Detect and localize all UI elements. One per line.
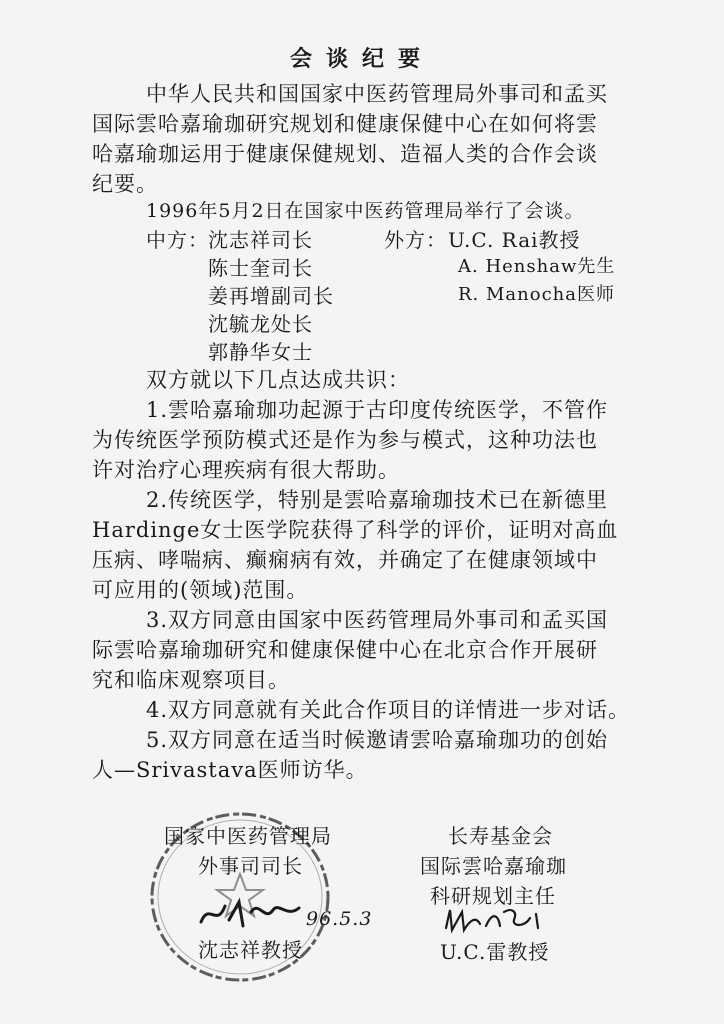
chinese-attendee: 沈毓龙处长	[208, 312, 313, 336]
point-line: 许对治疗心理疾病有很大帮助。	[92, 458, 400, 482]
foreign-attendee: U.C. Rai教授	[448, 228, 581, 252]
point-line: 人—Srivastava医师访华。	[92, 758, 368, 782]
right-signatory-org: 长寿基金会	[448, 824, 553, 848]
foreign-side-label: 外方：	[384, 228, 447, 252]
document-title: 会谈纪要	[289, 46, 434, 72]
point-line: 为传统医学预防模式还是作为参与模式，这种功法也	[92, 428, 598, 452]
foreign-attendee: R. Manocha医师	[458, 284, 615, 305]
intro-line: 中华人民共和国国家中医药管理局外事司和孟买	[146, 82, 608, 106]
point-line: 5.双方同意在适当时候邀请雲哈嘉瑜珈功的创始	[146, 728, 609, 752]
point-line: 4.双方同意就有关此合作项目的详情进一步对话。	[146, 698, 631, 722]
point-line: Hardinge女士医学院获得了科学的评价，证明对高血	[92, 518, 619, 542]
chinese-attendee: 郭静华女士	[208, 340, 313, 364]
left-signatory-org: 国家中医药管理局	[164, 824, 332, 848]
left-signatory-name: 沈志祥教授	[198, 938, 303, 962]
foreign-attendee: A. Henshaw先生	[458, 256, 616, 277]
chinese-side-label: 中方：	[146, 228, 209, 252]
intro-line: 哈嘉瑜珈运用于健康保健规划、造福人类的合作会谈	[92, 142, 598, 166]
right-handwritten-signature	[440, 904, 550, 936]
point-line: 究和临床观察项目。	[92, 668, 290, 692]
consensus-heading: 双方就以下几点达成共识：	[146, 368, 410, 392]
point-line: 3.双方同意由国家中医药管理局外事司和孟买国	[146, 608, 609, 632]
intro-line: 国际雲哈嘉瑜珈研究规划和健康保健中心在如何将雲	[92, 112, 598, 136]
chinese-attendee: 沈志祥司长	[208, 228, 313, 252]
left-signature-date: 96.5.3	[306, 908, 373, 930]
point-line: 际雲哈嘉瑜珈研究和健康保健中心在北京合作开展研	[92, 638, 598, 662]
point-line: 可应用的(领域)范围。	[92, 578, 309, 602]
intro-line: 纪要。	[92, 172, 158, 196]
point-line: 压病、哮喘病、癫痫病有效，并确定了在健康领域中	[92, 548, 598, 572]
right-signatory-dept: 国际雲哈嘉瑜珈	[420, 854, 567, 878]
meeting-date-line: 1996年5月2日在国家中医药管理局举行了会谈。	[146, 200, 585, 222]
right-signatory-name: U.C.雷教授	[440, 940, 550, 964]
point-line: 2.传统医学，特别是雲哈嘉瑜珈技术已在新德里	[146, 488, 609, 512]
point-line: 1.雲哈嘉瑜珈功起源于古印度传统医学，不管作	[146, 398, 609, 422]
chinese-attendee: 陈士奎司长	[208, 256, 313, 280]
chinese-attendee: 姜再增副司长	[208, 284, 334, 308]
left-handwritten-signature	[195, 892, 305, 936]
right-signatory-role: 科研规划主任	[430, 884, 556, 908]
left-signatory-dept: 外事司司长	[198, 854, 303, 878]
